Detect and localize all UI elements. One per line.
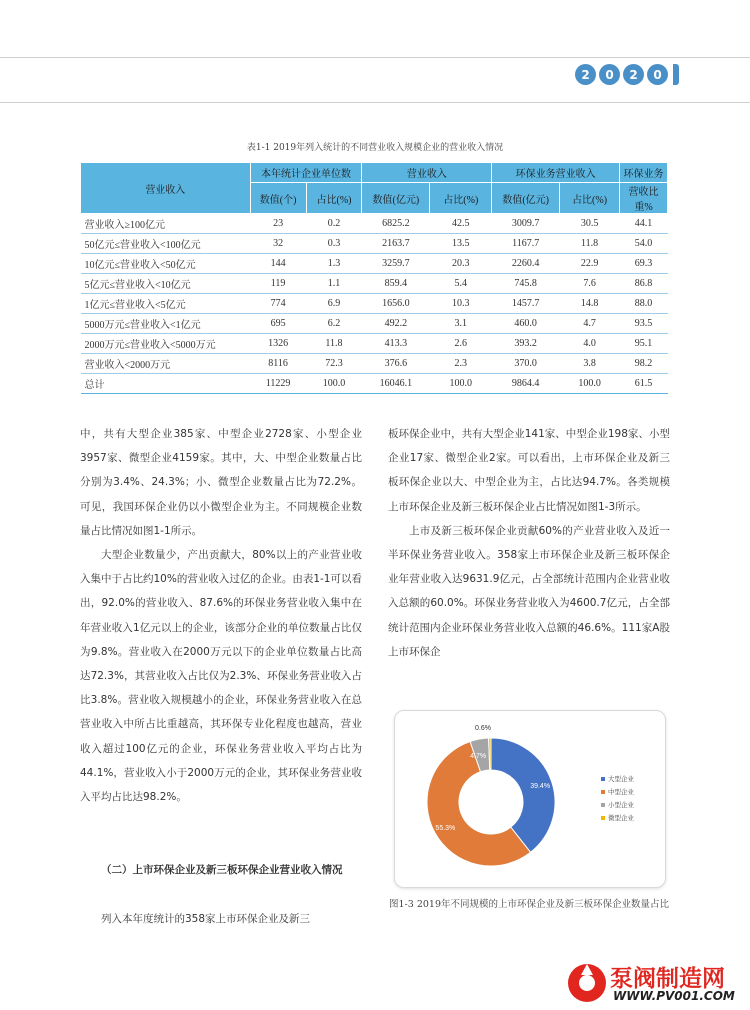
slice-label: 39.4% xyxy=(530,783,551,791)
table-cell: 9864.4 xyxy=(492,374,560,394)
table-cell: 0.2 xyxy=(306,214,362,234)
chart-frame xyxy=(394,710,666,888)
row-label: 5亿元≤营业收入<10亿元 xyxy=(81,274,251,294)
table-cell: 44.1 xyxy=(620,214,668,234)
subheader: 占比(%) xyxy=(560,183,620,214)
slice-label: 4.7% xyxy=(470,752,487,760)
row-label: 50亿元≤营业收入<100亿元 xyxy=(81,234,251,254)
slice-label: 0.6% xyxy=(475,725,491,732)
table-cell: 1656.0 xyxy=(362,294,430,314)
table-cell: 16046.1 xyxy=(362,374,430,394)
table-cell: 745.8 xyxy=(492,274,560,294)
header-env-share-a: 环保业务 xyxy=(620,163,668,183)
table-cell: 11.8 xyxy=(306,334,362,354)
paragraph: 中，共有大型企业385家、中型企业2728家、小型企业3957家、微型企业4159家。其中，大、中型企业数量占比分别为3.4%、24.3%；小、微型企业数量占比为72.2%。可见，我国环保企业仍以小微型企业为主。不同规模企业数量占比情况如图1-1所示。 xyxy=(80,428,362,537)
table-cell: 376.6 xyxy=(362,354,430,374)
table-cell: 413.3 xyxy=(362,334,430,354)
table-cell: 93.5 xyxy=(620,314,668,334)
table-cell: 7.6 xyxy=(560,274,620,294)
table-cell: 69.3 xyxy=(620,254,668,274)
subheader: 数值(个) xyxy=(250,183,306,214)
table-cell: 393.2 xyxy=(492,334,560,354)
table-cell: 4.0 xyxy=(560,334,620,354)
table-cell: 61.5 xyxy=(620,374,668,394)
table-cell: 1326 xyxy=(250,334,306,354)
table-row xyxy=(81,314,668,334)
table-cell: 8116 xyxy=(250,354,306,374)
table-row xyxy=(81,334,668,354)
row-label: 营业收入<2000万元 xyxy=(81,354,251,374)
table-row xyxy=(81,214,668,234)
table-row xyxy=(81,254,668,274)
table-cell: 100.0 xyxy=(560,374,620,394)
legend-swatch xyxy=(601,803,605,807)
table-cell: 460.0 xyxy=(492,314,560,334)
table-cell: 1.3 xyxy=(306,254,362,274)
table-cell: 88.0 xyxy=(620,294,668,314)
watermark-url: WWW.PV001.COM xyxy=(613,989,735,1003)
table-cell: 14.8 xyxy=(560,294,620,314)
row-label: 10亿元≤营业收入<50亿元 xyxy=(81,254,251,274)
table-cell: 119 xyxy=(250,274,306,294)
table-cell: 72.3 xyxy=(306,354,362,374)
section-subheading: （二）上市环保企业及新三板环保企业营业收入情况 xyxy=(101,864,343,876)
table-cell: 11.8 xyxy=(560,234,620,254)
subheader: 占比(%) xyxy=(430,183,492,214)
table-cell: 1.1 xyxy=(306,274,362,294)
watermark-brand: 泵阀制造网 xyxy=(610,966,725,992)
header-revenue-group: 营业收入 xyxy=(362,163,492,183)
table-cell: 98.2 xyxy=(620,354,668,374)
subheader: 占比(%) xyxy=(306,183,362,214)
paragraph: 上市及新三板环保企业贡献60%的产业营业收入及近一半环保业务营业收入。358家上市环保企业及新三板环保企业年营业收入达9631.9亿元，占全部统计范围内企业营业收入总额的60.0%。环保业务营业收入为4600.7亿元，占全部统计范围内企业环保业务营业收入总额的46.6%。111家A股上市环保企 xyxy=(388,524,670,658)
header-unit-count: 本年统计企业单位数 xyxy=(250,163,362,183)
table-cell: 30.5 xyxy=(560,214,620,234)
table-cell: 774 xyxy=(250,294,306,314)
table-cell: 3009.7 xyxy=(492,214,560,234)
table-cell: 6825.2 xyxy=(362,214,430,234)
row-label: 2000万元≤营业收入<5000万元 xyxy=(81,334,251,354)
header-rule-top xyxy=(0,57,750,58)
right-column xyxy=(388,422,670,664)
table-cell: 4.7 xyxy=(560,314,620,334)
table-row xyxy=(81,274,668,294)
table-row xyxy=(81,234,668,254)
header-revenue: 营业收入 xyxy=(81,163,251,214)
paragraph: 大型企业数量少，产出贡献大，80%以上的产业营业收入集中于占比约10%的营业收入过亿的企业。由表1-1可以看出，92.0%的营业收入、87.6%的环保业务营业收入集中在年营业收入1亿元以上的企业，该部分企业的单位数量占比仅为9.8%。营业收入在2000万元以下的企业单位数量占比高达72.3%，其营业收入占比仅为2.3%、环保业务营业收入占比3.8%。营业收入规模越小的企业，环保业务营业收入在总营业收入中所占比重越高，其环保专业化程度也越高，营业收入超过100亿元的企业，环保业务营业收入平均占比为44.1%，营业收入小于2000万元的企业，其环保业务营业收入平均占比达98.2%。 xyxy=(80,549,362,804)
table-cell: 1457.7 xyxy=(492,294,560,314)
legend-label: 小型企业 xyxy=(608,801,634,809)
table-cell: 1167.7 xyxy=(492,234,560,254)
legend-label: 大型企业 xyxy=(608,775,634,783)
legend-swatch xyxy=(601,777,605,781)
row-label: 营业收入≥100亿元 xyxy=(81,214,251,234)
header-env-share-b: 营收比重% xyxy=(620,183,668,214)
table-cell: 42.5 xyxy=(430,214,492,234)
table-cell: 695 xyxy=(250,314,306,334)
table-cell: 492.2 xyxy=(362,314,430,334)
left-column xyxy=(80,422,362,809)
table-cell: 22.9 xyxy=(560,254,620,274)
row-label: 5000万元≤营业收入<1亿元 xyxy=(81,314,251,334)
table-cell: 10.3 xyxy=(430,294,492,314)
brand-logo-icon xyxy=(566,962,608,1004)
table-cell: 2.3 xyxy=(430,354,492,374)
year-digit: 2 xyxy=(623,64,644,85)
table-row xyxy=(81,374,668,394)
table-cell: 20.3 xyxy=(430,254,492,274)
table-cell: 11229 xyxy=(250,374,306,394)
subheader: 数值(亿元) xyxy=(362,183,430,214)
legend-swatch xyxy=(601,790,605,794)
table-cell: 100.0 xyxy=(306,374,362,394)
row-label: 1亿元≤营业收入<5亿元 xyxy=(81,294,251,314)
table-cell: 6.9 xyxy=(306,294,362,314)
year-badge-tail xyxy=(673,64,679,85)
year-digit: 0 xyxy=(647,64,668,85)
table-cell: 370.0 xyxy=(492,354,560,374)
table-cell: 3.8 xyxy=(560,354,620,374)
header-env-revenue: 环保业务营业收入 xyxy=(492,163,620,183)
legend-label: 中型企业 xyxy=(608,788,634,796)
table-cell: 3259.7 xyxy=(362,254,430,274)
slice-label: 55.3% xyxy=(435,824,456,832)
table-row xyxy=(81,294,668,314)
table-cell: 23 xyxy=(250,214,306,234)
table-cell: 6.2 xyxy=(306,314,362,334)
year-badge xyxy=(575,64,679,85)
donut-chart xyxy=(395,711,667,889)
figure-caption: 图1-3 2019年不同规模的上市环保企业及新三板环保企业数量占比 xyxy=(389,899,669,910)
table-cell: 32 xyxy=(250,234,306,254)
year-digit: 2 xyxy=(575,64,596,85)
table-cell: 2163.7 xyxy=(362,234,430,254)
table-cell: 2260.4 xyxy=(492,254,560,274)
table-cell: 86.8 xyxy=(620,274,668,294)
paragraph: 列入本年度统计的358家上市环保企业及新三 xyxy=(101,913,311,925)
row-label: 总计 xyxy=(81,374,251,394)
table-caption: 表1-1 2019年列入统计的不同营业收入规模企业的营业收入情况 xyxy=(246,143,504,153)
table-cell: 2.6 xyxy=(430,334,492,354)
table-cell: 54.0 xyxy=(620,234,668,254)
year-digit: 0 xyxy=(599,64,620,85)
table-cell: 13.5 xyxy=(430,234,492,254)
table-cell: 5.4 xyxy=(430,274,492,294)
revenue-table xyxy=(80,162,668,394)
watermark xyxy=(566,960,746,1008)
legend-swatch xyxy=(601,816,605,820)
table-cell: 100.0 xyxy=(430,374,492,394)
table-cell: 144 xyxy=(250,254,306,274)
subheader: 数值(亿元) xyxy=(492,183,560,214)
table-cell: 859.4 xyxy=(362,274,430,294)
table-cell: 0.3 xyxy=(306,234,362,254)
table-cell: 3.1 xyxy=(430,314,492,334)
legend-label: 微型企业 xyxy=(608,814,634,822)
header-rule-bottom xyxy=(0,102,750,103)
paragraph: 板环保企业中，共有大型企业141家、中型企业198家、小型企业17家、微型企业2家。可以看出，上市环保企业及新三板环保企业以大、中型企业为主，占比达94.7%。各类规模上市环保企业及新三板环保企业占比情况如图1-3所示。 xyxy=(388,428,670,513)
table-cell: 95.1 xyxy=(620,334,668,354)
table-row xyxy=(81,354,668,374)
